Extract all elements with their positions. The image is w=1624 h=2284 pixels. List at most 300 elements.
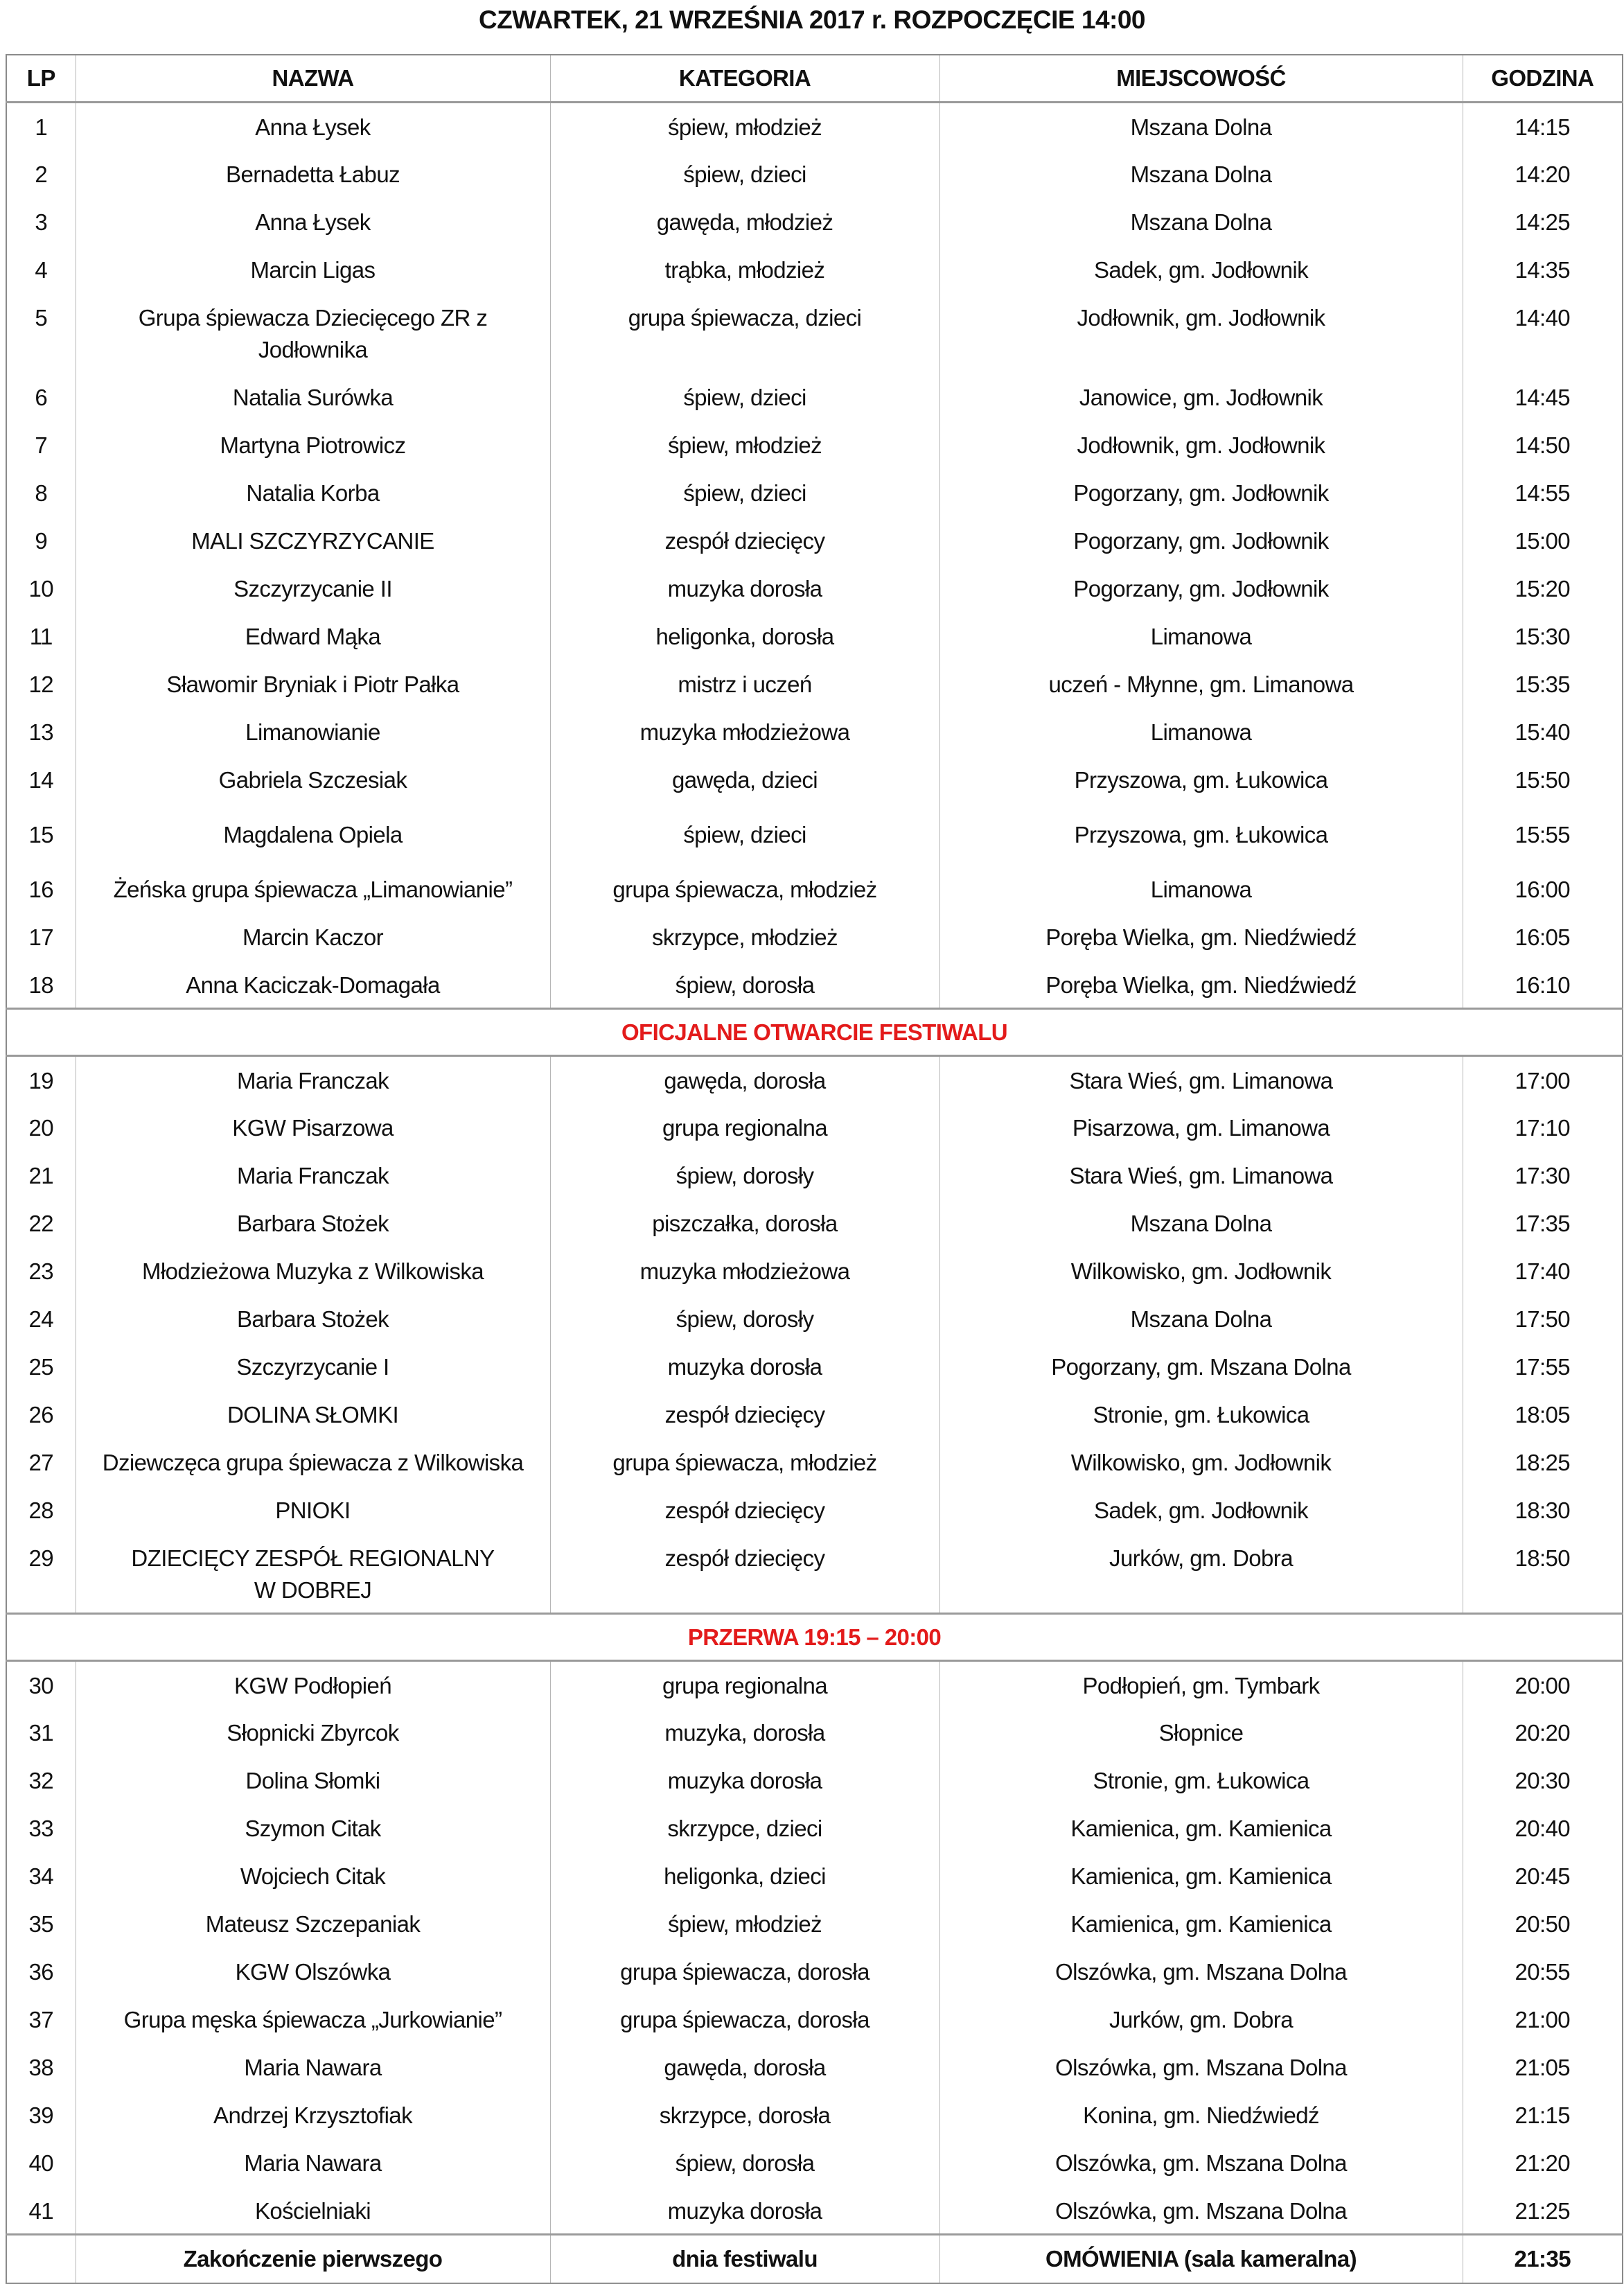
cell-category: śpiew, dorosły — [550, 1295, 939, 1343]
cell-name — [76, 1391, 550, 1439]
cell-name — [76, 1104, 550, 1152]
cell-name — [76, 374, 550, 421]
cell-lp: 19 — [6, 1056, 76, 1104]
cell-name-text: Martyna Piotrowicz — [220, 432, 406, 458]
table-row — [6, 2091, 1623, 2139]
cell-name-text: Słopnicki Zbyrcok — [227, 1719, 399, 1746]
table-row — [6, 1295, 1623, 1343]
cell-location: Sadek, gm. Jodłownik — [939, 1486, 1463, 1534]
cell-location: Wilkowisko, gm. Jodłownik — [939, 1247, 1463, 1295]
cell-time: 14:50 — [1463, 421, 1623, 469]
cell-location: Poręba Wielka, gm. Niedźwiedź — [939, 913, 1463, 961]
cell-name-text: Szczyrzycanie II — [233, 575, 392, 601]
cell-lp: 22 — [6, 1200, 76, 1247]
cell-name — [76, 811, 550, 866]
cell-time: 15:35 — [1463, 660, 1623, 708]
table-row — [6, 1757, 1623, 1804]
cell-name-text: Sławomir Bryniak i Piotr Pałka — [166, 671, 459, 697]
cell-name-text: Edward Mąka — [245, 623, 381, 649]
cell-lp: 26 — [6, 1391, 76, 1439]
cell-category: grupa śpiewacza, dorosła — [550, 1948, 939, 1996]
cell-category: gawęda, dzieci — [550, 756, 939, 811]
cell-category: zespół dziecięcy — [550, 1486, 939, 1534]
table-row — [6, 1534, 1623, 1614]
cell-location: Olszówka, gm. Mszana Dolna — [939, 1948, 1463, 1996]
table-row — [6, 811, 1623, 866]
cell-category: grupa śpiewacza, dzieci — [550, 294, 939, 374]
cell-category: zespół dziecięcy — [550, 1534, 939, 1614]
cell-name-text: Wojciech Citak — [240, 1863, 386, 1889]
cell-time: 20:40 — [1463, 1804, 1623, 1852]
cell-name — [76, 1056, 550, 1104]
cell-lp: 40 — [6, 2139, 76, 2187]
cell-name — [76, 866, 550, 913]
cell-lp: 37 — [6, 1996, 76, 2044]
cell-time: 17:35 — [1463, 1200, 1623, 1247]
cell-time: 20:20 — [1463, 1709, 1623, 1757]
cell-lp: 9 — [6, 517, 76, 565]
cell-lp: 11 — [6, 613, 76, 660]
footer-name: Zakończenie pierwszego — [76, 2235, 550, 2283]
cell-name-text: Bernadetta Łabuz — [226, 161, 400, 187]
cell-lp: 39 — [6, 2091, 76, 2139]
cell-location: Jurków, gm. Dobra — [939, 1996, 1463, 2044]
cell-name-text: Anna Łysek — [255, 209, 371, 235]
cell-lp: 3 — [6, 198, 76, 246]
cell-time: 21:20 — [1463, 2139, 1623, 2187]
footer-location: OMÓWIENIA (sala kameralna) — [939, 2235, 1463, 2283]
table-row — [6, 1709, 1623, 1757]
cell-name-text: KGW Olszówka — [235, 1958, 391, 1985]
cell-category: śpiew, dzieci — [550, 811, 939, 866]
cell-location: Janowice, gm. Jodłownik — [939, 374, 1463, 421]
cell-time: 14:15 — [1463, 103, 1623, 150]
page-title: CZWARTEK, 21 WRZEŚNIA 2017 r. ROZPOCZĘCIE 14:00 — [478, 6, 1146, 34]
table-row — [6, 1486, 1623, 1534]
header-row — [6, 55, 1623, 103]
cell-time: 21:05 — [1463, 2044, 1623, 2091]
table-row — [6, 2044, 1623, 2091]
cell-category: muzyka dorosła — [550, 2187, 939, 2235]
cell-location: Przyszowa, gm. Łukowica — [939, 756, 1463, 811]
cell-location: Limanowa — [939, 708, 1463, 756]
cell-lp: 18 — [6, 961, 76, 1009]
cell-lp: 27 — [6, 1439, 76, 1486]
cell-name — [76, 103, 550, 150]
cell-name-text: Dziewczęca grupa śpiewacza z Wilkowiska — [102, 1449, 524, 1475]
cell-location: Pisarzowa, gm. Limanowa — [939, 1104, 1463, 1152]
cell-location: Sadek, gm. Jodłownik — [939, 246, 1463, 294]
cell-name-text-line2: Jodłownika — [258, 336, 368, 362]
cell-location: Wilkowisko, gm. Jodłownik — [939, 1439, 1463, 1486]
cell-time: 20:55 — [1463, 1948, 1623, 1996]
cell-time: 15:20 — [1463, 565, 1623, 613]
cell-category: mistrz i uczeń — [550, 660, 939, 708]
table-row — [6, 2139, 1623, 2187]
cell-location: Olszówka, gm. Mszana Dolna — [939, 2139, 1463, 2187]
cell-location: Mszana Dolna — [939, 103, 1463, 150]
cell-name — [76, 294, 550, 374]
cell-location: uczeń - Młynne, gm. Limanowa — [939, 660, 1463, 708]
cell-lp: 34 — [6, 1852, 76, 1900]
cell-name-text: Grupa śpiewacza Dziecięcego ZR z — [138, 304, 488, 331]
cell-category: muzyka dorosła — [550, 1343, 939, 1391]
column-header-time: GODZINA — [1463, 55, 1623, 103]
cell-category: skrzypce, dzieci — [550, 1804, 939, 1852]
cell-category: śpiew, dzieci — [550, 469, 939, 517]
cell-name — [76, 246, 550, 294]
table-row — [6, 913, 1623, 961]
cell-location: Kamienica, gm. Kamienica — [939, 1900, 1463, 1948]
cell-name — [76, 469, 550, 517]
cell-name-text: Szczyrzycanie I — [236, 1353, 389, 1380]
cell-category: grupa śpiewacza, młodzież — [550, 1439, 939, 1486]
cell-name — [76, 1709, 550, 1757]
table-row — [6, 294, 1623, 374]
cell-name — [76, 1948, 550, 1996]
cell-name — [76, 1200, 550, 1247]
cell-category: grupa śpiewacza, młodzież — [550, 866, 939, 913]
cell-location: Mszana Dolna — [939, 150, 1463, 198]
cell-time: 14:20 — [1463, 150, 1623, 198]
cell-category: skrzypce, dorosła — [550, 2091, 939, 2139]
table-row — [6, 1439, 1623, 1486]
cell-location: Olszówka, gm. Mszana Dolna — [939, 2187, 1463, 2235]
cell-category: zespół dziecięcy — [550, 1391, 939, 1439]
cell-name — [76, 1343, 550, 1391]
cell-time: 14:35 — [1463, 246, 1623, 294]
cell-name-text: Anna Kaciczak-Domagała — [186, 972, 440, 998]
cell-name-text: Kościelniaki — [254, 2197, 371, 2224]
cell-location: Przyszowa, gm. Łukowica — [939, 811, 1463, 866]
cell-time: 17:40 — [1463, 1247, 1623, 1295]
cell-lp: 31 — [6, 1709, 76, 1757]
cell-lp: 28 — [6, 1486, 76, 1534]
cell-name-text: Natalia Surówka — [232, 384, 394, 410]
cell-category: śpiew, dzieci — [550, 150, 939, 198]
cell-name-text: KGW Pisarzowa — [232, 1114, 394, 1141]
cell-location: Słopnice — [939, 1709, 1463, 1757]
cell-location: Mszana Dolna — [939, 198, 1463, 246]
column-header-category: KATEGORIA — [550, 55, 939, 103]
footer-lp — [6, 2235, 76, 2283]
cell-name-text: Natalia Korba — [246, 480, 380, 506]
table-row — [6, 103, 1623, 150]
cell-name — [76, 1804, 550, 1852]
cell-lp: 25 — [6, 1343, 76, 1391]
table-row — [6, 1200, 1623, 1247]
cell-name-text: Mateusz Szczepaniak — [205, 1910, 421, 1937]
cell-time: 14:40 — [1463, 294, 1623, 374]
table-row — [6, 517, 1623, 565]
footer-row — [6, 2235, 1623, 2283]
table-row — [6, 1996, 1623, 2044]
cell-name — [76, 1661, 550, 1709]
cell-name-text: Barbara Stożek — [236, 1306, 389, 1332]
table-row — [6, 1948, 1623, 1996]
cell-name — [76, 1247, 550, 1295]
cell-lp: 30 — [6, 1661, 76, 1709]
cell-name-text: KGW Podłopień — [234, 1673, 391, 1698]
schedule-body — [6, 103, 1623, 2283]
table-row — [6, 565, 1623, 613]
cell-name-text: Maria Franczak — [237, 1162, 389, 1188]
cell-time: 16:05 — [1463, 913, 1623, 961]
cell-category: heligonka, dzieci — [550, 1852, 939, 1900]
table-row — [6, 246, 1623, 294]
cell-lp: 13 — [6, 708, 76, 756]
cell-name-text: DOLINA SŁOMKI — [227, 1401, 399, 1428]
table-row — [6, 1104, 1623, 1152]
table-row — [6, 1804, 1623, 1852]
cell-time: 21:25 — [1463, 2187, 1623, 2235]
cell-location: Stronie, gm. Łukowica — [939, 1757, 1463, 1804]
table-row — [6, 866, 1623, 913]
cell-category: śpiew, młodzież — [550, 421, 939, 469]
cell-name — [76, 613, 550, 660]
cell-lp: 20 — [6, 1104, 76, 1152]
cell-name — [76, 2091, 550, 2139]
cell-time: 17:50 — [1463, 1295, 1623, 1343]
cell-time: 18:05 — [1463, 1391, 1623, 1439]
footer-category: dnia festiwalu — [550, 2235, 939, 2283]
cell-lp: 10 — [6, 565, 76, 613]
cell-name-text: Grupa męska śpiewacza „Jurkowianie” — [123, 2006, 502, 2032]
cell-category: śpiew, dorosły — [550, 1152, 939, 1200]
cell-location: Kamienica, gm. Kamienica — [939, 1852, 1463, 1900]
cell-location: Jodłownik, gm. Jodłownik — [939, 294, 1463, 374]
table-row — [6, 198, 1623, 246]
cell-name — [76, 1439, 550, 1486]
cell-time: 17:55 — [1463, 1343, 1623, 1391]
cell-lp: 2 — [6, 150, 76, 198]
cell-name-text: DZIECIĘCY ZESPÓŁ REGIONALNY — [131, 1545, 495, 1571]
cell-category: piszczałka, dorosła — [550, 1200, 939, 1247]
cell-name-text: Gabriela Szczesiak — [218, 766, 407, 793]
cell-name — [76, 660, 550, 708]
cell-name — [76, 1900, 550, 1948]
table-row — [6, 1661, 1623, 1709]
table-row — [6, 1852, 1623, 1900]
cell-time: 18:30 — [1463, 1486, 1623, 1534]
cell-category: grupa regionalna — [550, 1104, 939, 1152]
table-row — [6, 150, 1623, 198]
schedule-table — [6, 54, 1623, 2284]
cell-name-text: Maria Nawara — [244, 2054, 382, 2080]
cell-name — [76, 150, 550, 198]
cell-lp: 7 — [6, 421, 76, 469]
section-break-label: PRZERWA 19:15 – 20:00 — [6, 1614, 1623, 1661]
cell-location: Stronie, gm. Łukowica — [939, 1391, 1463, 1439]
cell-name — [76, 756, 550, 811]
cell-lp: 35 — [6, 1900, 76, 1948]
cell-time: 20:50 — [1463, 1900, 1623, 1948]
cell-name — [76, 1996, 550, 2044]
cell-name — [76, 421, 550, 469]
cell-name — [76, 565, 550, 613]
table-row — [6, 613, 1623, 660]
cell-category: śpiew, młodzież — [550, 103, 939, 150]
section-official-opening-label: OFICJALNE OTWARCIE FESTIWALU — [6, 1009, 1623, 1056]
cell-category: muzyka dorosła — [550, 1757, 939, 1804]
cell-category: skrzypce, młodzież — [550, 913, 939, 961]
footer-time: 21:35 — [1463, 2235, 1623, 2283]
cell-category: muzyka, dorosła — [550, 1709, 939, 1757]
cell-location: Mszana Dolna — [939, 1295, 1463, 1343]
column-header-lp: LP — [6, 55, 76, 103]
cell-name-text: Anna Łysek — [255, 114, 371, 140]
cell-category: grupa regionalna — [550, 1661, 939, 1709]
cell-category: muzyka młodzieżowa — [550, 708, 939, 756]
table-row — [6, 1056, 1623, 1104]
cell-name — [76, 517, 550, 565]
table-row — [6, 2187, 1623, 2235]
table-row — [6, 1391, 1623, 1439]
cell-lp: 36 — [6, 1948, 76, 1996]
cell-time: 17:00 — [1463, 1056, 1623, 1104]
cell-name — [76, 2139, 550, 2187]
cell-category: zespół dziecięcy — [550, 517, 939, 565]
cell-lp: 12 — [6, 660, 76, 708]
cell-name — [76, 1486, 550, 1534]
cell-location: Olszówka, gm. Mszana Dolna — [939, 2044, 1463, 2091]
cell-time: 17:10 — [1463, 1104, 1623, 1152]
cell-location: Limanowa — [939, 866, 1463, 913]
cell-name — [76, 1852, 550, 1900]
cell-time: 14:45 — [1463, 374, 1623, 421]
cell-category: śpiew, dzieci — [550, 374, 939, 421]
cell-name-text: Żeńska grupa śpiewacza „Limanowianie” — [113, 876, 513, 902]
cell-location: Pogorzany, gm. Jodłownik — [939, 565, 1463, 613]
cell-lp: 33 — [6, 1804, 76, 1852]
cell-name-text: Marcin Kaczor — [242, 924, 384, 950]
table-row — [6, 756, 1623, 811]
cell-time: 15:30 — [1463, 613, 1623, 660]
cell-location: Kamienica, gm. Kamienica — [939, 1804, 1463, 1852]
cell-name — [76, 1757, 550, 1804]
cell-lp: 17 — [6, 913, 76, 961]
cell-location: Pogorzany, gm. Jodłownik — [939, 469, 1463, 517]
cell-name-text: Maria Franczak — [237, 1068, 389, 1093]
cell-lp: 24 — [6, 1295, 76, 1343]
cell-category: śpiew, dorosła — [550, 961, 939, 1009]
column-header-location: MIEJSCOWOŚĆ — [939, 55, 1463, 103]
cell-name — [76, 708, 550, 756]
cell-lp: 16 — [6, 866, 76, 913]
cell-lp: 32 — [6, 1757, 76, 1804]
table-row — [6, 660, 1623, 708]
cell-location: Jodłownik, gm. Jodłownik — [939, 421, 1463, 469]
cell-time: 14:55 — [1463, 469, 1623, 517]
cell-location: Podłopień, gm. Tymbark — [939, 1661, 1463, 1709]
cell-name-text: PNIOKI — [275, 1497, 351, 1523]
cell-lp: 41 — [6, 2187, 76, 2235]
table-row — [6, 1152, 1623, 1200]
cell-time: 18:25 — [1463, 1439, 1623, 1486]
table-row — [6, 961, 1623, 1009]
cell-lp: 6 — [6, 374, 76, 421]
section-official-opening — [6, 1009, 1623, 1056]
cell-category: śpiew, dorosła — [550, 2139, 939, 2187]
cell-time: 15:00 — [1463, 517, 1623, 565]
cell-category: muzyka młodzieżowa — [550, 1247, 939, 1295]
cell-name — [76, 1534, 550, 1614]
cell-name-text: Młodzieżowa Muzyka z Wilkowiska — [141, 1258, 484, 1284]
cell-location: Poręba Wielka, gm. Niedźwiedź — [939, 961, 1463, 1009]
cell-lp: 5 — [6, 294, 76, 374]
cell-location: Limanowa — [939, 613, 1463, 660]
cell-name — [76, 198, 550, 246]
cell-name-text: MALI SZCZYRZYCANIE — [191, 527, 434, 554]
cell-time: 16:00 — [1463, 866, 1623, 913]
cell-category: grupa śpiewacza, dorosła — [550, 1996, 939, 2044]
cell-location: Stara Wieś, gm. Limanowa — [939, 1056, 1463, 1104]
cell-location: Jurków, gm. Dobra — [939, 1534, 1463, 1614]
table-row — [6, 469, 1623, 517]
cell-lp: 29 — [6, 1534, 76, 1614]
cell-time: 20:00 — [1463, 1661, 1623, 1709]
table-row — [6, 1247, 1623, 1295]
cell-name-text-line2: W DOBREJ — [254, 1576, 372, 1603]
table-row — [6, 421, 1623, 469]
cell-time: 15:55 — [1463, 811, 1623, 866]
table-row — [6, 1900, 1623, 1948]
cell-time: 16:10 — [1463, 961, 1623, 1009]
cell-time: 20:30 — [1463, 1757, 1623, 1804]
cell-name — [76, 913, 550, 961]
cell-lp: 1 — [6, 103, 76, 150]
cell-name-text: Barbara Stożek — [236, 1210, 389, 1236]
cell-name — [76, 2187, 550, 2235]
table-row — [6, 1343, 1623, 1391]
cell-name — [76, 1152, 550, 1200]
cell-location: Mszana Dolna — [939, 1200, 1463, 1247]
column-header-name: NAZWA — [76, 55, 550, 103]
cell-time: 21:00 — [1463, 1996, 1623, 2044]
cell-lp: 21 — [6, 1152, 76, 1200]
cell-category: śpiew, młodzież — [550, 1900, 939, 1948]
cell-name-text: Limanowianie — [245, 719, 380, 745]
cell-lp: 38 — [6, 2044, 76, 2091]
cell-category: trąbka, młodzież — [550, 246, 939, 294]
cell-time: 14:25 — [1463, 198, 1623, 246]
cell-time: 18:50 — [1463, 1534, 1623, 1614]
cell-name-text: Szymon Citak — [245, 1815, 381, 1841]
cell-lp: 23 — [6, 1247, 76, 1295]
cell-location: Pogorzany, gm. Jodłownik — [939, 517, 1463, 565]
cell-name-text: Magdalena Opiela — [223, 821, 403, 847]
cell-time: 15:50 — [1463, 756, 1623, 811]
cell-location: Konina, gm. Niedźwiedź — [939, 2091, 1463, 2139]
cell-lp: 4 — [6, 246, 76, 294]
cell-lp: 14 — [6, 756, 76, 811]
cell-category: heligonka, dorosła — [550, 613, 939, 660]
cell-location: Stara Wieś, gm. Limanowa — [939, 1152, 1463, 1200]
cell-location: Pogorzany, gm. Mszana Dolna — [939, 1343, 1463, 1391]
cell-lp: 8 — [6, 469, 76, 517]
section-break — [6, 1614, 1623, 1661]
cell-name-text: Maria Nawara — [244, 2150, 382, 2176]
cell-time: 15:40 — [1463, 708, 1623, 756]
cell-name-text: Marcin Ligas — [250, 256, 376, 283]
table-row — [6, 708, 1623, 756]
cell-category: gawęda, dorosła — [550, 1056, 939, 1104]
cell-category: gawęda, młodzież — [550, 198, 939, 246]
cell-name-text: Andrzej Krzysztofiak — [213, 2102, 412, 2128]
cell-time: 20:45 — [1463, 1852, 1623, 1900]
cell-name — [76, 961, 550, 1009]
cell-category: muzyka dorosła — [550, 565, 939, 613]
